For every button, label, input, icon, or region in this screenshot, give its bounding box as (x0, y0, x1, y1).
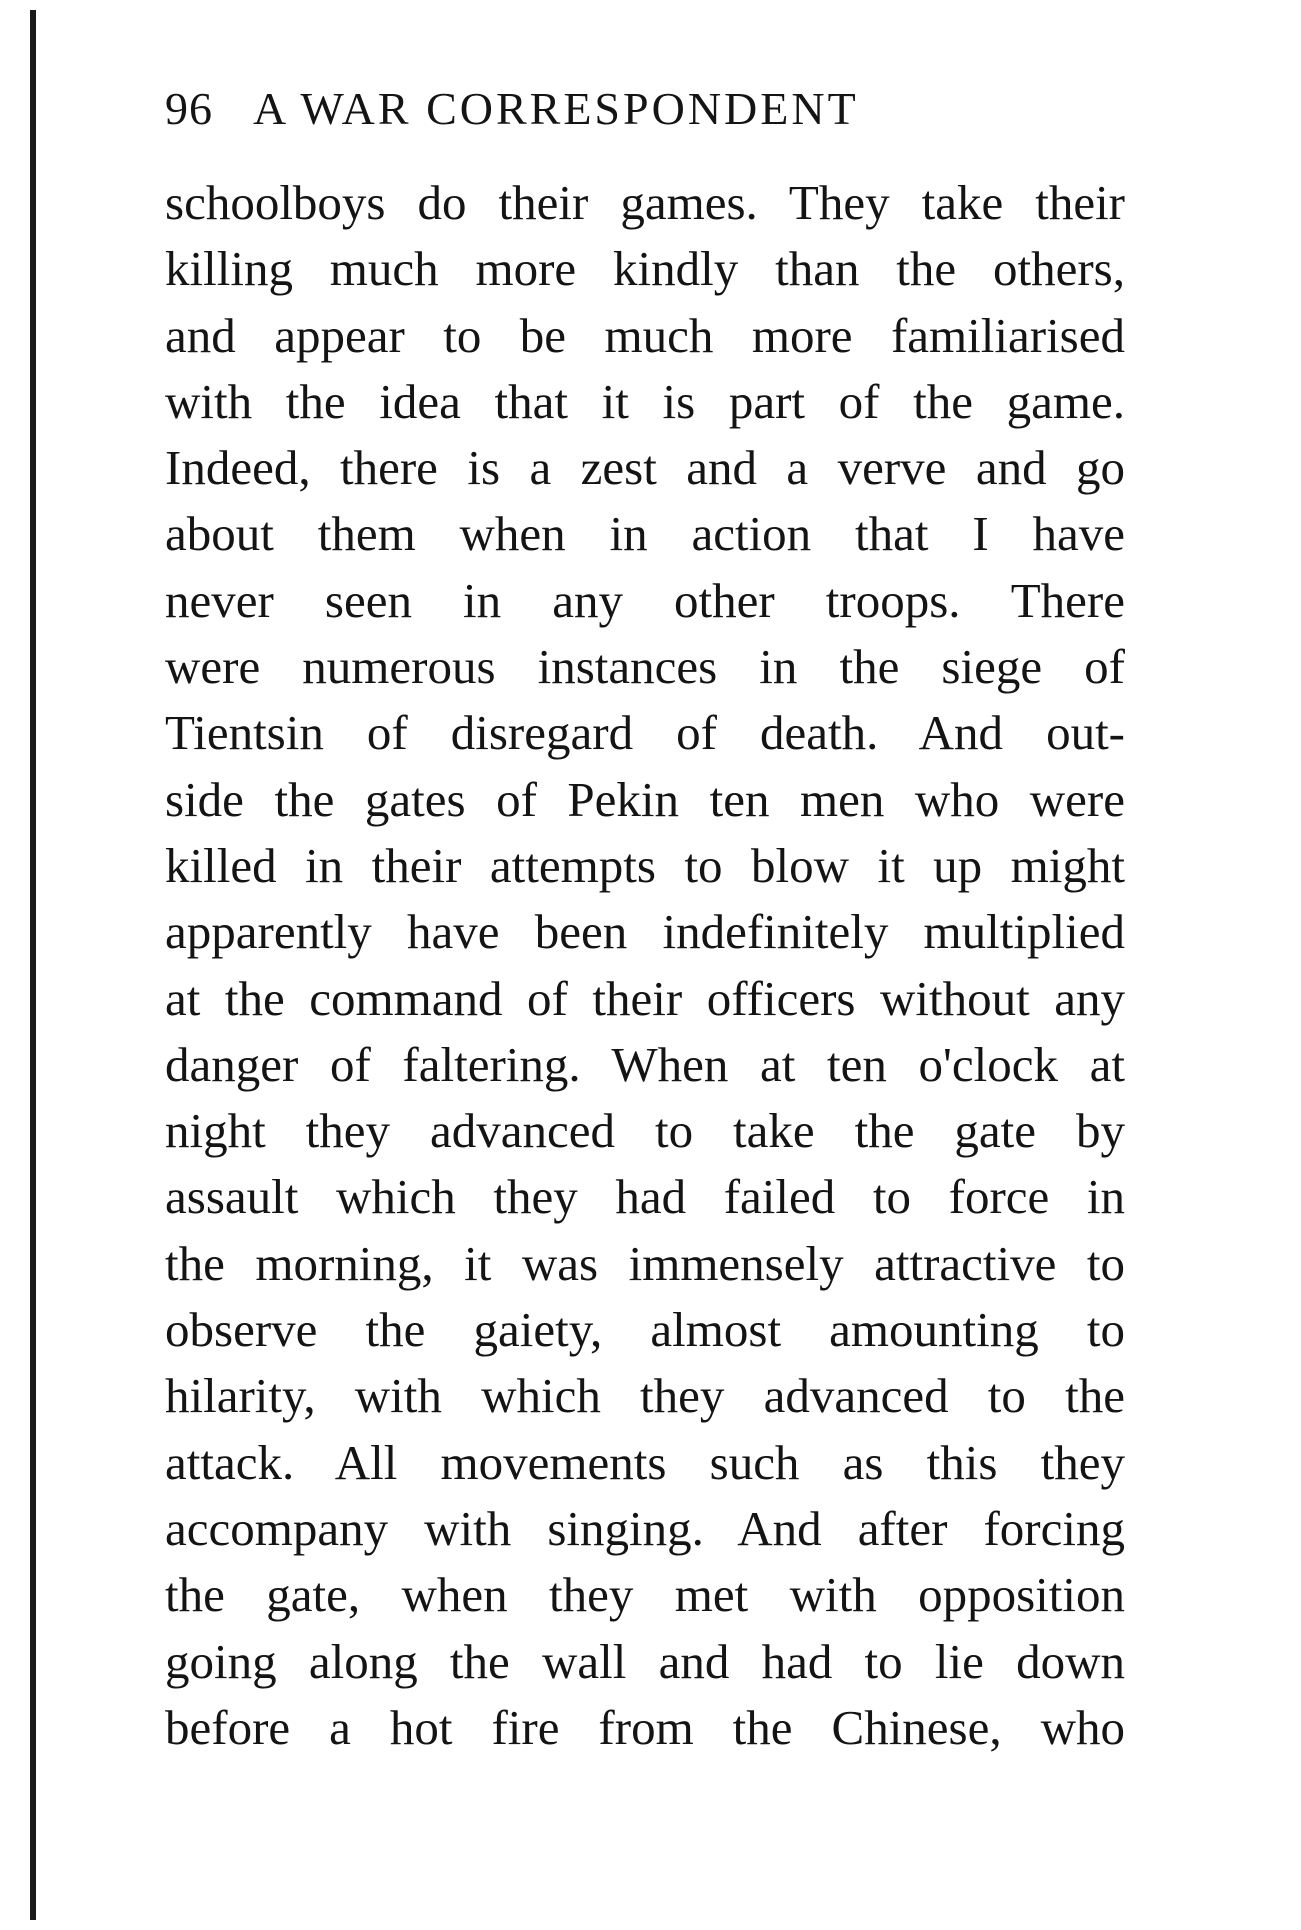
text-line: with the idea that it is part of the game. (165, 373, 1125, 429)
text-line: hilarity, with which they advanced to the (165, 1368, 1125, 1424)
running-title: A WAR CORRESPONDENT (253, 83, 859, 134)
text-line: observe the gaiety, almost amounting to (165, 1302, 1125, 1358)
text-line: assault which they had failed to force in (165, 1169, 1125, 1225)
text-line: danger of faltering. When at ten o'clock at (165, 1036, 1125, 1092)
text-line: attack. All movements such as this they (165, 1434, 1125, 1490)
text-line: were numerous instances in the siege of (165, 639, 1125, 695)
text-line: the gate, when they met with opposition (165, 1567, 1125, 1623)
text-line: at the command of their officers without any (165, 970, 1125, 1026)
text-line: going along the wall and had to lie down (165, 1633, 1125, 1689)
text-line: about them when in action that I have (165, 506, 1125, 562)
body-text (165, 170, 1125, 1761)
text-line: Tientsin of disregard of death. And out- (165, 705, 1125, 761)
page-number: 96 (165, 83, 213, 134)
text-line: killing much more kindly than the others, (165, 241, 1125, 297)
text-line: killed in their attempts to blow it up might (165, 837, 1125, 893)
text-line: accompany with singing. And after forcing (165, 1500, 1125, 1556)
text-line: schoolboys do their games. They take their (165, 175, 1125, 230)
text-line: side the gates of Pekin ten men who were (165, 771, 1125, 827)
text-line: apparently have been indefinitely multiplied (165, 904, 1125, 960)
running-head (165, 82, 965, 142)
text-line: never seen in any other troops. There (165, 572, 1125, 628)
text-line: the morning, it was immensely attractive to (165, 1235, 1125, 1291)
text-line: and appear to be much more familiarised (165, 307, 1125, 363)
text-line: Indeed, there is a zest and a verve and go (165, 440, 1125, 496)
binding-edge (30, 10, 36, 1920)
text-line: before a hot fire from the Chinese, who (165, 1699, 1125, 1755)
text-line: night they advanced to take the gate by (165, 1103, 1125, 1159)
